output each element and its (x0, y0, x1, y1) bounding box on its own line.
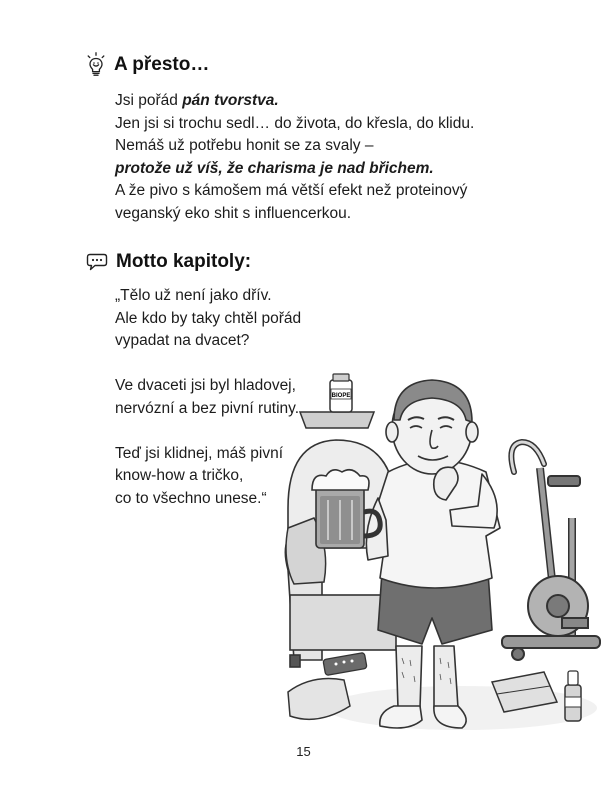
quote-line: nervózní a bez pivní rutiny. (115, 399, 300, 417)
water-bottle-icon (565, 671, 581, 721)
left-ear (386, 422, 398, 442)
section-title: Motto kapitoly: (116, 251, 252, 272)
text-line: veganský eko shit s influencerkou. (115, 204, 352, 222)
quote-line: co to všechno unese.“ (115, 489, 267, 507)
man-figure (366, 380, 500, 728)
right-ear (466, 422, 478, 442)
section-heading-a-presto (86, 52, 209, 78)
page-number: 15 (296, 744, 311, 759)
motto-quote (115, 285, 301, 510)
text-line-emphasis: protože už víš, že charisma je nad břichem. (115, 159, 434, 177)
wall-shelf (300, 412, 374, 428)
quote-line: Teď jsi klidnej, máš pivní (115, 444, 284, 462)
left-leg (396, 646, 422, 708)
lightbulb-icon (86, 52, 106, 78)
intro-paragraph (115, 90, 474, 225)
section-title: A přesto… (114, 54, 210, 75)
left-foot (380, 706, 422, 728)
text-line: A že pivo s kámošem má větší efekt než proteinový (115, 182, 468, 199)
man-with-beer-illustration (282, 360, 602, 740)
quote-line: vypadat na dvacet? (115, 332, 250, 349)
supplement-bottle-icon (330, 374, 352, 412)
text-line: Nemáš už potřebu honit se za svaly – (115, 137, 374, 154)
tv-remote-icon (323, 652, 367, 675)
quote-line: „Tělo už není jako dřív. (115, 287, 272, 304)
text-line: Jsi pořád pán tvorstva. (115, 92, 279, 109)
bottle-label: BIOPE (331, 393, 351, 399)
speech-bubble-icon (86, 253, 108, 271)
right-leg (434, 646, 458, 708)
exercise-bike (502, 442, 600, 660)
quote-line: Ale kdo by taky chtěl pořád (115, 309, 302, 327)
text-line: Jen jsi si trochu sedl… do života, do křesla, do klidu. (115, 114, 475, 132)
quote-line: Ve dvaceti jsi byl hladovej, (115, 377, 296, 394)
section-heading-motto (86, 251, 251, 273)
quote-line: know-how a tričko, (115, 467, 244, 484)
